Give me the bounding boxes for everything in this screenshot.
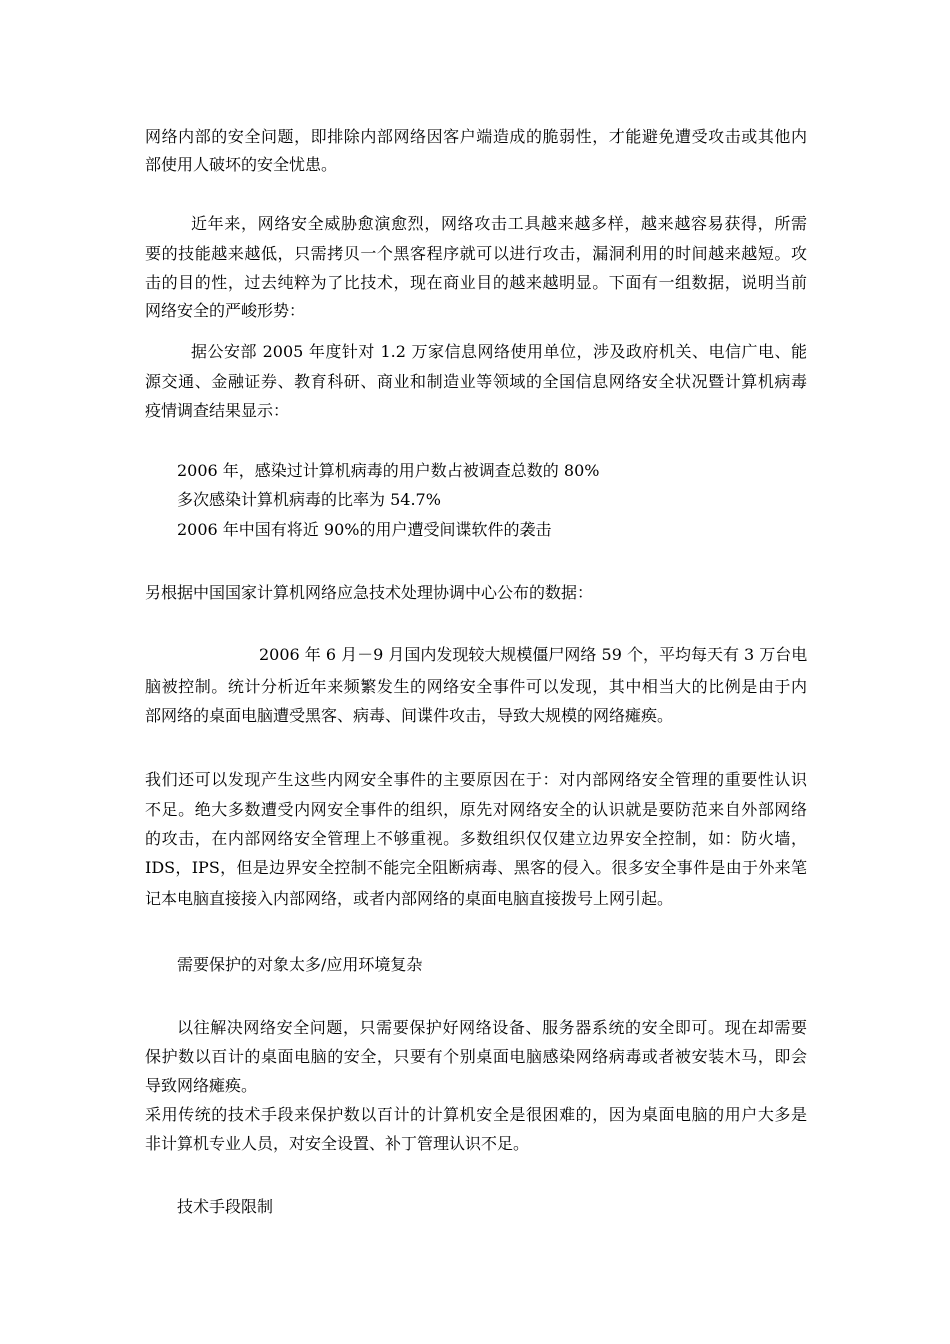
text-line: 击的目的性，过去纯粹为了比技术，现在商业目的越来越明显。下面有一组数据，说明当前 [145,273,807,292]
text-line: 的攻击，在内部网络安全管理上不够重视。多数组织仅仅建立边界安全控制，如：防火墙， [145,829,807,848]
text-line: 另根据中国国家计算机网络应急技术处理协调中心公布的数据： [145,583,594,602]
text-line: 我们还可以发现产生这些内网安全事件的主要原因在于：对内部网络安全管理的重要性认识 [145,770,807,789]
text-line: 近年来，网络安全威胁愈演愈烈，网络攻击工具越来越多样，越来越容易获得，所需 [191,214,807,233]
text-line: 非计算机专业人员，对安全设置、补丁管理认识不足。 [145,1134,530,1153]
text-line: 2006 年 6 月－9 月国内发现较大规模僵尸网络 59 个，平均每天有 3 万台电 [259,645,808,664]
list-item: 2006 年，感染过计算机病毒的用户数占被调查总数的 80% [177,461,600,480]
text-line: 部使用人破坏的安全忧患。 [145,155,338,174]
text-line: 疫情调查结果显示： [145,401,290,420]
list-item: 多次感染计算机病毒的比率为 54.7% [177,490,441,509]
section-heading: 技术手段限制 [177,1197,274,1216]
text-line: 以往解决网络安全问题，只需要保护好网络设备、服务器系统的安全即可。现在却需要 [177,1018,807,1037]
section-heading: 需要保护的对象太多/应用环境复杂 [177,955,423,974]
text-line: 脑被控制。统计分析近年来频繁发生的网络安全事件可以发现，其中相当大的比例是由于内 [145,677,807,696]
text-line: 导致网络瘫痪。 [145,1076,258,1095]
text-line: 要的技能越来越低，只需拷贝一个黑客程序就可以进行攻击，漏洞利用的时间越来越短。攻 [145,244,807,263]
text-line: 部网络的桌面电脑遭受黑客、病毒、间谍件攻击，导致大规模的网络瘫痪。 [145,706,674,725]
text-line: 不足。绝大多数遭受内网安全事件的组织，原先对网络安全的认识就是要防范来自外部网络 [145,800,807,819]
list-item: 2006 年中国有将近 90%的用户遭受间谍软件的袭击 [177,520,552,539]
text-line: 保护数以百计的桌面电脑的安全，只要有个别桌面电脑感染网络病毒或者被安装木马，即会 [145,1047,807,1066]
text-line: 网络内部的安全问题，即排除内部网络因客户端造成的脆弱性，才能避免遭受攻击或其他内 [145,127,807,146]
text-line: 据公安部 2005 年度针对 1.2 万家信息网络使用单位，涉及政府机关、电信广电、能 [191,342,807,361]
text-line: 采用传统的技术手段来保护数以百计的计算机安全是很困难的，因为桌面电脑的用户大多是 [145,1105,807,1124]
text-line: 网络安全的严峻形势： [145,301,306,320]
text-line: 记本电脑直接接入内部网络，或者内部网络的桌面电脑直接拨号上网引起。 [145,889,674,908]
text-line: IDS，IPS，但是边界安全控制不能完全阻断病毒、黑客的侵入。很多安全事件是由于外来笔 [145,858,807,877]
text-line: 源交通、金融证券、教育科研、商业和制造业等领域的全国信息网络安全状况暨计算机病毒 [145,372,807,391]
